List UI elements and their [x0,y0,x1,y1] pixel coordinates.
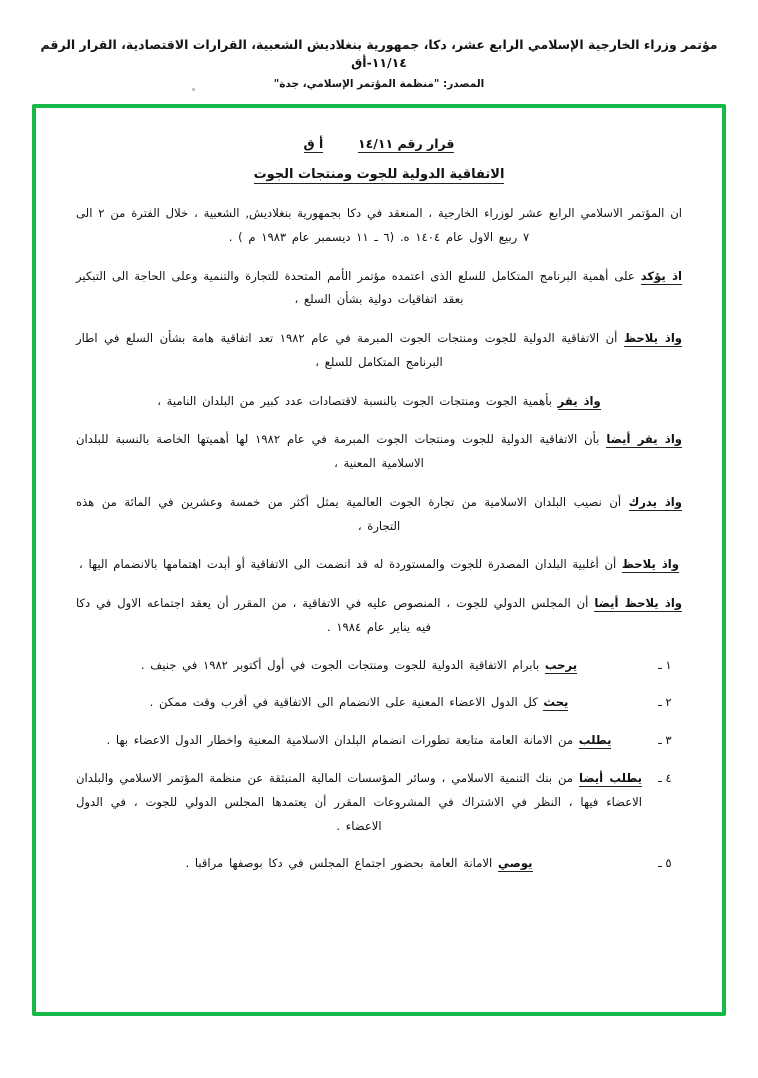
preamble-keyword: واذ يلاحظ [621,557,679,572]
clause-number: ٢ ـ [658,695,672,710]
clause-number: ٣ ـ [658,733,672,748]
header-conference-line: مؤتمر وزراء الخارجية الإسلامي الرابع عشر، دكا، جمهورية بنغلاديش الشعبية، القرارات الاقتصادية، القرار الرقم ١١/١٤-أق [40,37,718,71]
clause-item [70,654,688,678]
clause-text: كل الدول الاعضاء المعنية على الانضمام الى الاتفاقية في أقرب وقت ممكن . [149,695,538,710]
preamble-text: أن نصيب البلدان الاسلامية من تجارة الجوت العالمية يمثل أكثر من خمسة وعشرين في المائة من هذه التجارة ، [76,494,622,533]
resolution-number-label: قرار رقم ١٤/١١ [358,136,455,151]
clause-body [70,654,642,678]
preamble-text: بأهمية الجوت ومنتجات الجوت بالنسبة لاقتصادات عدد كبير من البلدان النامية ، [157,393,552,408]
clause-text: الامانة العامة بحضور اجتماع المجلس في دكا بوصفها مراقبا . [185,856,493,871]
document-frame [32,104,726,1016]
preamble-paragraph [76,553,682,577]
clause-text: من الامانة العامة متابعة تطورات انضمام البلدان الاسلامية المعنية واخطار الدول الاعضاء بها . [106,733,574,748]
preamble-text: أن الاتفاقية الدولية للجوت ومنتجات الجوت المبرمة في عام ١٩٨٢ تعد اتفاقية هامة بشأن السلع في اطار البرنامج المتكامل للسلع ، [76,331,618,369]
clause-item [70,691,688,715]
preamble-paragraph [76,327,682,375]
preamble-text: أن المجلس الدولي للجوت ، المنصوص عليه في الاتفاقية ، من المقرر أن يعقد اجتماعه الاول في دكا فيه يناير عام ١٩٨٤ . [76,596,589,634]
clause-item [70,729,688,753]
resolution-number [70,136,688,151]
scan-speck [192,88,195,91]
preamble-keyword: واذ يدرك [628,494,682,509]
clause-keyword: يوصي [497,856,533,871]
preamble-paragraph [76,491,682,539]
clause-number: ٥ ـ [658,856,672,871]
preamble-paragraph [76,390,682,414]
preamble-paragraph [76,592,682,640]
document-title: الاتفاقية الدولية للجوت ومنتجات الجوت [253,167,505,182]
operative-clauses [70,654,688,876]
preamble-keyword: واذ يلاحظ أيضا [594,596,683,611]
preamble-text: بأن الاتفاقية الدولية للجوت ومنتجات الجوت المبرمة في عام ١٩٨٢ لها أهميتها الخاصة بالنسبة للبلدان الاسلامية المعنية ، [76,432,600,471]
clause-text: من بنك التنمية الاسلامي ، وسائر المؤسسات المالية المنبثقة عن منظمة المؤتمر الاسلامي والبلدان الاعضاء فيها ، النظر في الاشتراك في المشروعات المقرر أن يعتمدها المجلس الدولي للجوت ، في الدول الاعضاء . [76,771,642,833]
clause-keyword: يرحب [544,657,578,672]
page-header [0,0,758,93]
clause-text: بابرام الاتفاقية الدولية للجوت ومنتجات الجوت في أول أكتوبر ١٩٨٢ في جنيف . [140,657,540,672]
document-body [36,108,722,1012]
preamble-keyword: واذ يقر [557,393,601,408]
clause-keyword: يطلب أيضا [578,771,643,786]
preamble-keyword: واذ يقر أيضا [606,432,683,447]
preamble-keyword: اذ يؤكد [640,268,682,283]
preamble-text: على أهمية البرنامج المتكامل للسلع الذى اعتمده مؤتمر الأمم المتحدة للتجارة والتنمية وعلى الحاجة الى التبكير بعقد اتفاقيات دولية بشأن السلع ، [76,268,635,307]
clause-body [70,767,642,838]
resolution-number-suffix: أ ق [303,136,324,151]
preamble-keyword: واذ يلاحظ [624,331,683,346]
preamble-paragraph [76,265,682,313]
preamble-paragraph [76,202,682,250]
clause-number: ١ ـ [658,657,672,672]
clause-item [70,767,688,838]
clause-body [70,852,642,876]
clause-body [70,691,642,715]
clause-keyword: يحث [543,695,569,710]
preamble-text: ان المؤتمر الاسلامي الرابع عشر لوزراء الخارجية ، المنعقد في دكا بجمهورية بنغلاديش, الشعبية ، خلال الفترة من ٢ الى ٧ ربيع الاول عام ١٤٠٤ ه. (٦ ـ ١١ ديسمبر عام ١٩٨٣ م ) . [76,206,682,244]
preamble-text: أن أغلبية البلدان المصدرة للجوت والمستوردة له قد انضمت الى الاتفاقية أو أبدت اهتمامها بالانضمام اليها ، [79,557,617,572]
clause-number: ٤ ـ [658,771,672,786]
header-source-line: المصدر: "منظمة المؤتمر الإسلامي، جدة" [273,78,485,91]
preamble-paragraph [76,428,682,476]
clause-item [70,852,688,876]
clause-body [70,729,642,753]
clause-keyword: يطلب [578,733,612,748]
